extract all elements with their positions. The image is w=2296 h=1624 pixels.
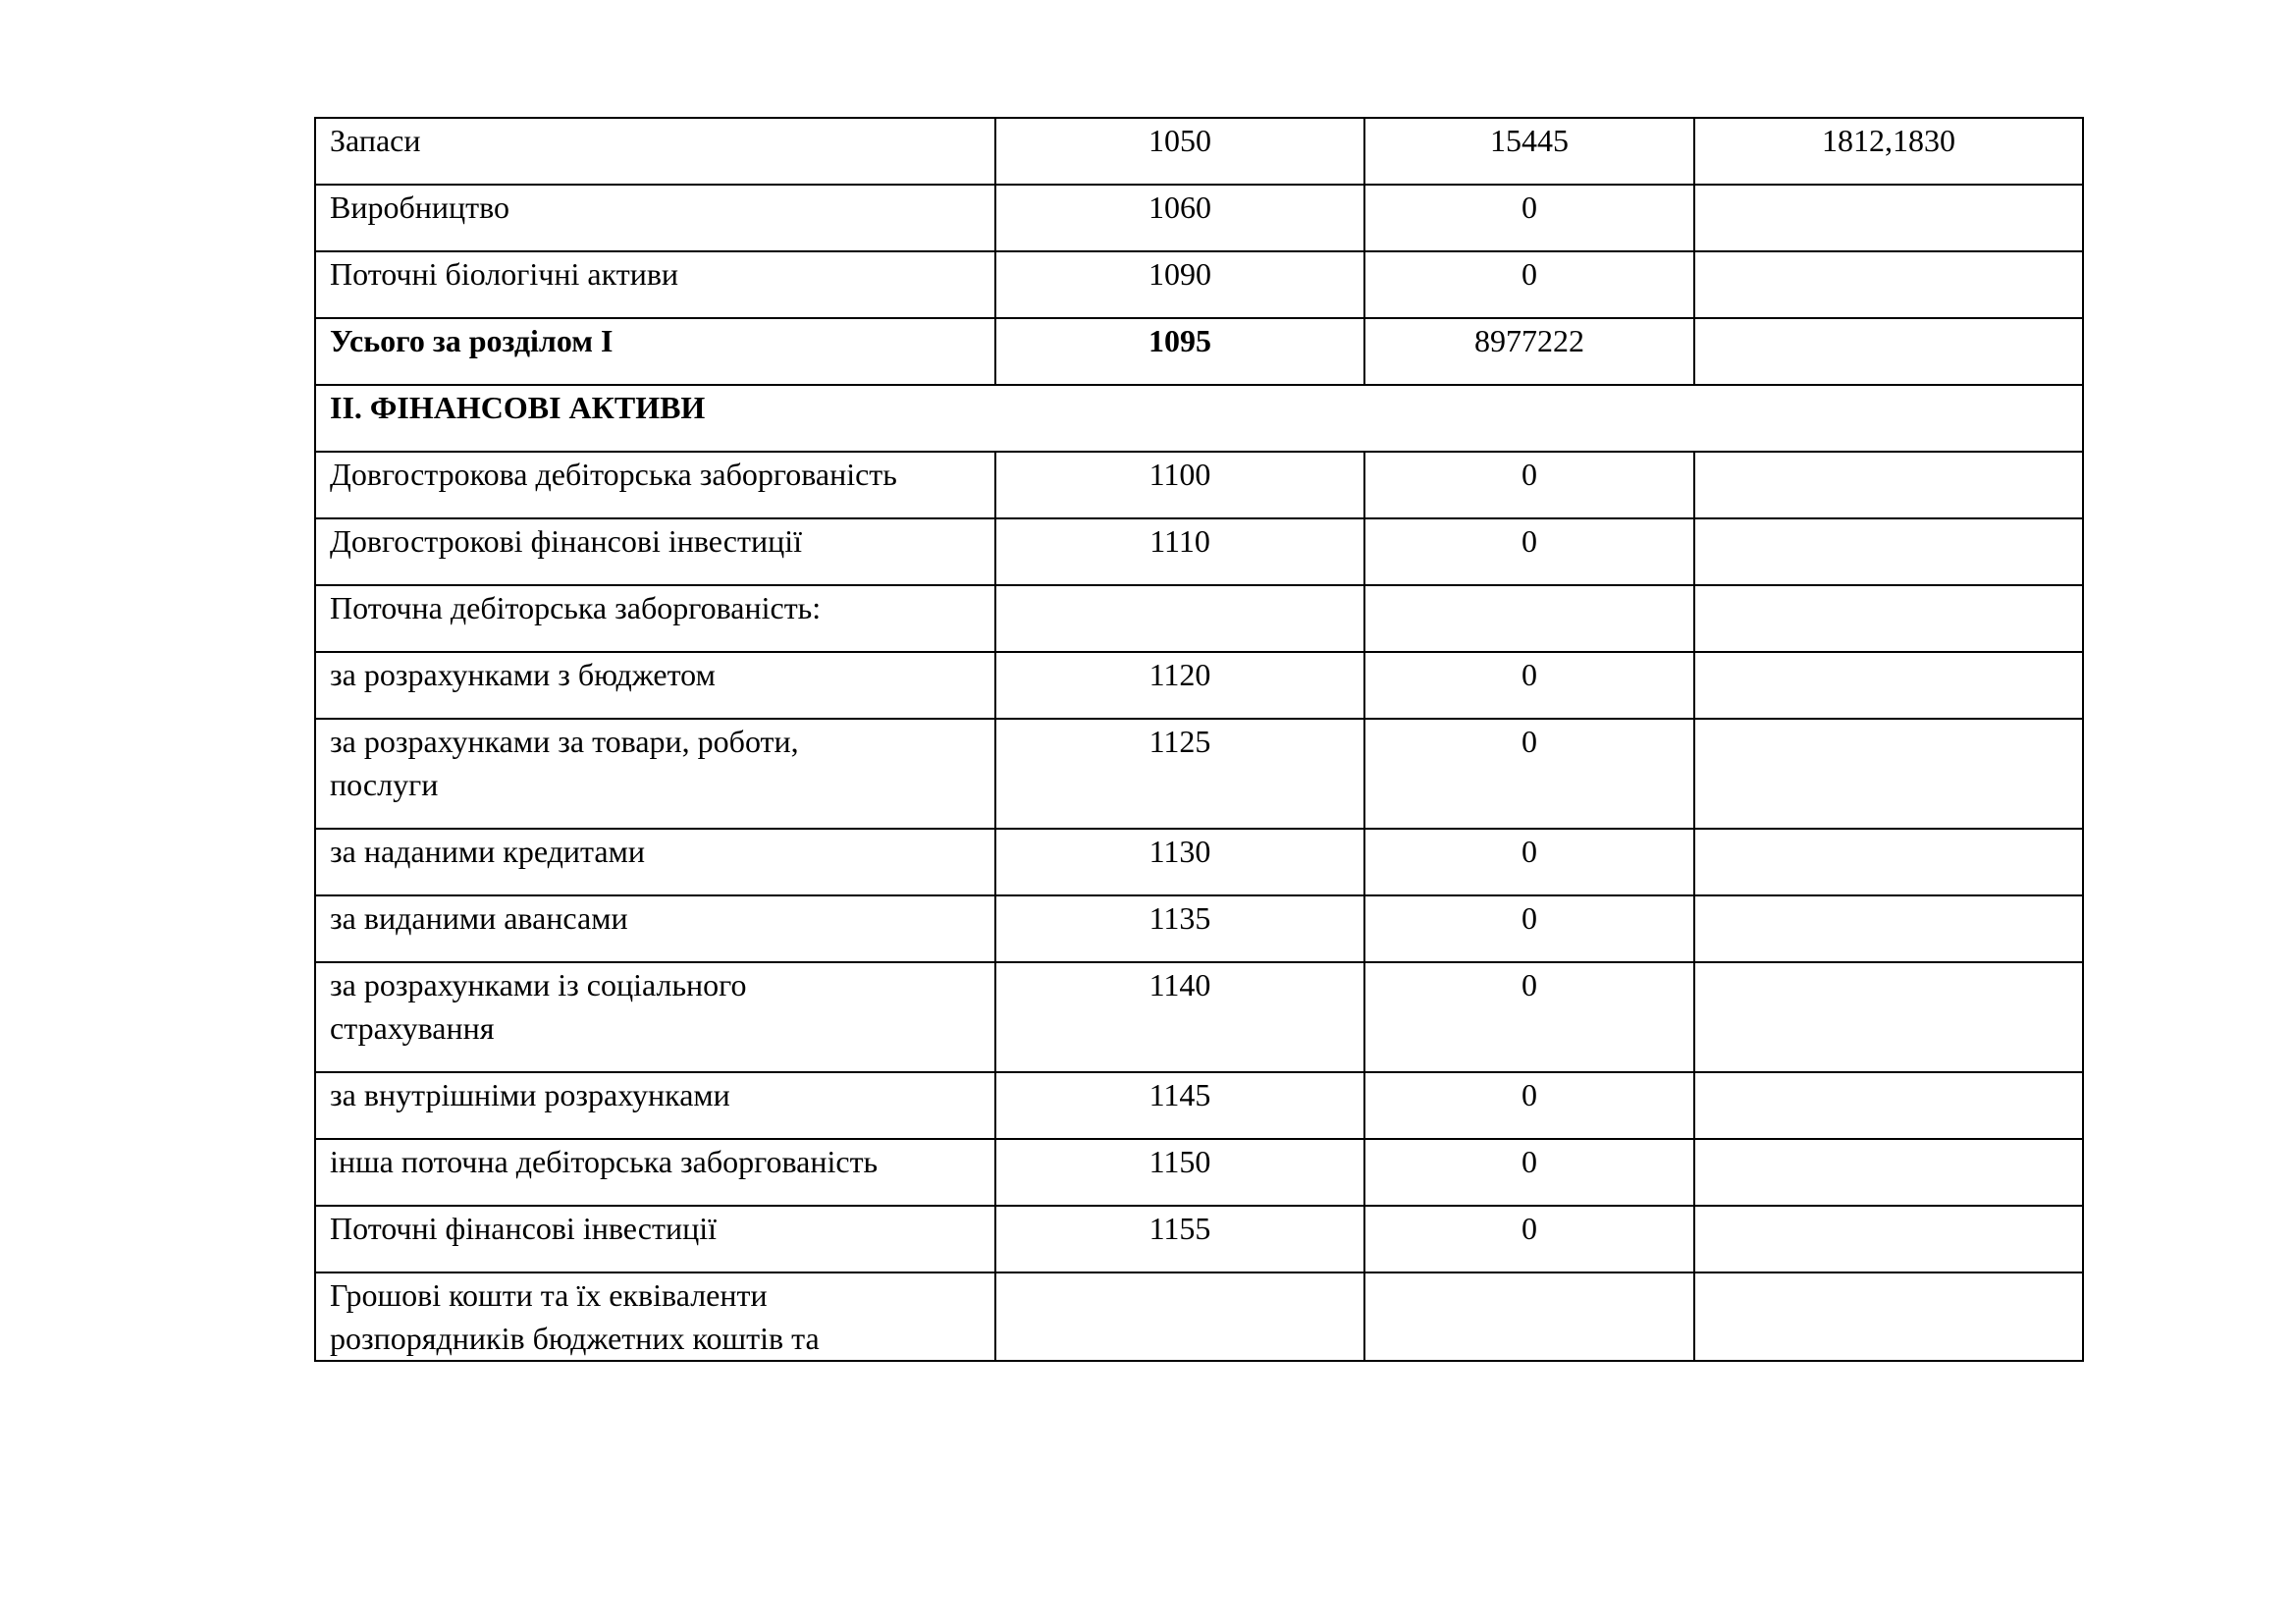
row-value-cell: 0 [1364, 829, 1694, 895]
row-code-cell: 1050 [995, 118, 1364, 185]
balance-table [314, 117, 2084, 1362]
row-code-cell: 1095 [995, 318, 1364, 385]
row-code-cell: 1110 [995, 518, 1364, 585]
row-value-cell [1364, 1272, 1694, 1361]
table-row [315, 652, 2083, 719]
row-name-line2: розпорядників бюджетних коштів та [330, 1321, 820, 1356]
row-name-cell: Поточні біологічні активи [315, 251, 995, 318]
row-name-line1: Грошові кошти та їх еквіваленти [330, 1277, 768, 1313]
row-value2-cell [1694, 652, 2083, 719]
row-name-cell: за виданими авансами [315, 895, 995, 962]
table-row [315, 895, 2083, 962]
row-name-cell: Поточні фінансові інвестиції [315, 1206, 995, 1272]
row-name-cell: за наданими кредитами [315, 829, 995, 895]
table-row [315, 1206, 2083, 1272]
table-row [315, 185, 2083, 251]
row-name-cell: Запаси [315, 118, 995, 185]
row-value2-cell [1694, 585, 2083, 652]
row-value2-cell [1694, 251, 2083, 318]
row-name-cell: за внутрішніми розрахунками [315, 1072, 995, 1139]
row-value2-cell [1694, 719, 2083, 829]
row-value-cell: 0 [1364, 1139, 1694, 1206]
row-name-cell: Довгострокові фінансові інвестиції [315, 518, 995, 585]
row-name-line1: за розрахунками із соціального [330, 967, 747, 1002]
row-value-cell: 0 [1364, 251, 1694, 318]
row-name-cell: Довгострокова дебіторська заборгованість [315, 452, 995, 518]
table-row [315, 518, 2083, 585]
row-code-cell: 1155 [995, 1206, 1364, 1272]
row-value2-cell [1694, 1072, 2083, 1139]
row-value-cell: 0 [1364, 652, 1694, 719]
row-value-cell [1364, 585, 1694, 652]
row-value2-cell [1694, 318, 2083, 385]
row-name-cell: Виробництво [315, 185, 995, 251]
row-name-cell [315, 719, 995, 829]
row-value2-cell [1694, 829, 2083, 895]
table-row [315, 1072, 2083, 1139]
row-name-cell [315, 1272, 995, 1361]
row-value-cell: 0 [1364, 1072, 1694, 1139]
row-code-cell: 1100 [995, 452, 1364, 518]
row-name-cell: за розрахунками з бюджетом [315, 652, 995, 719]
row-name-cell: інша поточна дебіторська заборгованість [315, 1139, 995, 1206]
table-row [315, 962, 2083, 1072]
row-value2-cell [1694, 962, 2083, 1072]
row-code-cell [995, 585, 1364, 652]
row-name-cell: Усього за розділом І [315, 318, 995, 385]
row-code-cell: 1120 [995, 652, 1364, 719]
row-code-cell: 1145 [995, 1072, 1364, 1139]
row-value-cell: 15445 [1364, 118, 1694, 185]
table-row [315, 1272, 2083, 1361]
row-name-cell [315, 962, 995, 1072]
section-header-row [315, 385, 2083, 452]
row-value2-cell [1694, 518, 2083, 585]
row-value-cell: 0 [1364, 719, 1694, 829]
table-row [315, 1139, 2083, 1206]
row-name-cell: Поточна дебіторська заборгованість: [315, 585, 995, 652]
row-value2-cell [1694, 452, 2083, 518]
row-value-cell: 0 [1364, 1206, 1694, 1272]
row-value2-cell: 1812,1830 [1694, 118, 2083, 185]
row-value-cell: 8977222 [1364, 318, 1694, 385]
row-code-cell: 1060 [995, 185, 1364, 251]
row-code-cell [995, 1272, 1364, 1361]
row-name-line1: за розрахунками за товари, роботи, [330, 724, 799, 759]
row-code-cell: 1140 [995, 962, 1364, 1072]
row-value-cell: 0 [1364, 185, 1694, 251]
row-code-cell: 1150 [995, 1139, 1364, 1206]
table-row [315, 118, 2083, 185]
table-row [315, 452, 2083, 518]
row-value-cell: 0 [1364, 518, 1694, 585]
table-row [315, 719, 2083, 829]
table-row [315, 585, 2083, 652]
section-title: ІІ. ФІНАНСОВІ АКТИВИ [315, 385, 2083, 452]
row-code-cell: 1090 [995, 251, 1364, 318]
table-row [315, 829, 2083, 895]
row-value2-cell [1694, 1272, 2083, 1361]
total-row [315, 318, 2083, 385]
row-value2-cell [1694, 1206, 2083, 1272]
row-code-cell: 1130 [995, 829, 1364, 895]
row-value-cell: 0 [1364, 895, 1694, 962]
row-value2-cell [1694, 1139, 2083, 1206]
row-value-cell: 0 [1364, 962, 1694, 1072]
row-value2-cell [1694, 185, 2083, 251]
row-value-cell: 0 [1364, 452, 1694, 518]
row-code-cell: 1135 [995, 895, 1364, 962]
row-name-line2: послуги [330, 767, 439, 802]
row-value2-cell [1694, 895, 2083, 962]
row-code-cell: 1125 [995, 719, 1364, 829]
row-name-line2: страхування [330, 1010, 495, 1046]
table-row [315, 251, 2083, 318]
